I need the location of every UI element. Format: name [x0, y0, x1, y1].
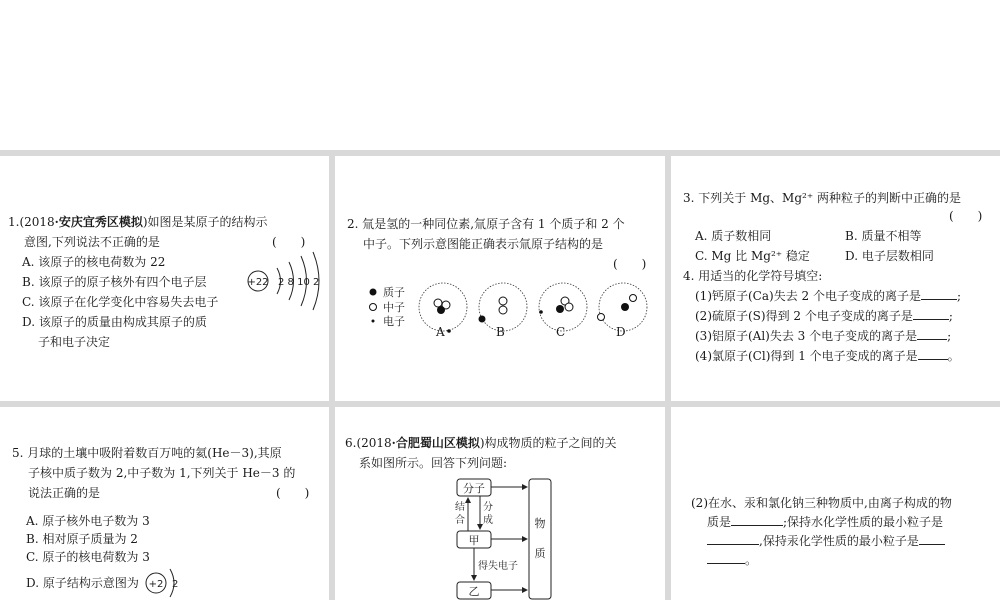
q1-shell-counts: 2 8 10 2 — [278, 277, 320, 288]
q2-label-a: A — [436, 325, 445, 339]
q4-title: 4. 用适当的化学符号填空: — [683, 269, 823, 283]
yi-label: 乙 — [468, 585, 480, 598]
q1-atom-structure-diagram — [244, 248, 326, 312]
q1-option-a: A. 该原子的核电荷数为 22 — [22, 255, 166, 269]
q5-option-b: B. 相对原子质量为 2 — [26, 532, 138, 546]
q4-item-2-blank[interactable] — [913, 306, 949, 320]
q5-option-c: C. 原子的核电荷数为 3 — [26, 550, 150, 564]
legend-proton-label: 质子 — [383, 286, 405, 299]
q6b-line1: (2)在水、汞和氯化钠三种物质中,由离子构成的物 — [691, 496, 952, 510]
q6b-water-blank[interactable] — [707, 531, 759, 545]
legend-electron-label: 电子 — [383, 315, 405, 328]
q4-item-4 — [695, 346, 960, 366]
q4-item-4-blank[interactable] — [918, 346, 948, 360]
combine-label-1: 结 — [455, 502, 465, 513]
q2-label-b: B — [496, 325, 505, 339]
q4-item-1-text: (1)钙原子(Ca)失去 2 个电子变成的离子是 — [695, 289, 921, 303]
legend-electron-marker — [372, 320, 375, 323]
q2-label-c: C — [556, 325, 566, 339]
q4-item-3 — [695, 326, 951, 346]
q1-answer-paren[interactable]: ( ) — [272, 235, 306, 249]
q5-option-a: A. 原子核外电子数为 3 — [26, 514, 150, 528]
q6-line2: 系如图所示。回答下列问题: — [359, 456, 508, 470]
q1-line1 — [8, 212, 268, 232]
q1-nucleus-label: +22 — [247, 277, 269, 288]
top-blank-area — [0, 0, 1000, 150]
q4-item-1-end: ; — [956, 289, 962, 303]
q4-item-2-text: (2)硫原子(S)得到 2 个电子变成的离子是 — [695, 309, 913, 323]
q2-line1: 2. 氚是氢的一种同位素,氚原子含有 1 个质子和 2 个 — [347, 217, 625, 231]
jia-label: 甲 — [468, 534, 480, 547]
q5-shell-count: 2 — [172, 579, 179, 590]
q5-option-d: D. 原子结构示意图为 — [26, 576, 139, 590]
q6-source: ·合肥蜀山区模拟 — [391, 436, 480, 450]
q6b-line2-prefix: 质是 — [707, 515, 732, 529]
q6-number: 6.(2018 — [345, 436, 392, 450]
molecule-label: 分子 — [463, 482, 485, 495]
q4-item-1-blank[interactable] — [921, 286, 957, 300]
q6-particle-relation-diagram — [445, 477, 565, 600]
question-6-panel — [335, 407, 665, 600]
q5-answer-paren[interactable]: ( ) — [276, 486, 310, 500]
q4-item-4-end: 。 — [947, 349, 960, 363]
q3-option-b: B. 质量不相等 — [845, 229, 922, 243]
q5-line1: 5. 月球的土壤中吸附着数百万吨的氦(He－3),其原 — [12, 446, 282, 460]
q6-line1 — [345, 433, 617, 453]
q6b-line4 — [707, 550, 757, 570]
q3-option-a: A. 质子数相同 — [695, 229, 772, 243]
q2-answer-paren[interactable]: ( ) — [613, 257, 647, 271]
q1-option-c: C. 该原子在化学变化中容易失去电子 — [22, 295, 219, 309]
q1-number: 1.(2018 — [8, 215, 55, 229]
q4-item-2-end: ; — [948, 309, 953, 323]
question-1-panel — [0, 156, 329, 401]
q5-nucleus-label: +2 — [148, 579, 164, 590]
q5-line3: 说法正确的是 — [28, 486, 101, 500]
q4-item-3-blank[interactable] — [917, 326, 947, 340]
q5-line2: 子核中质子数为 2,中子数为 1,下列关于 He－3 的 — [28, 466, 296, 480]
q6b-line4-end: 。 — [745, 553, 758, 567]
gain-lose-electrons-label: 得失电子 — [478, 561, 518, 572]
q1-option-d-cont: 子和电子决定 — [38, 335, 111, 349]
legend-proton-marker — [370, 289, 377, 296]
q2-label-d: D — [616, 325, 626, 339]
q3-answer-paren[interactable]: ( ) — [949, 209, 983, 223]
q1-option-d: D. 该原子的质量由构成其原子的质 — [22, 315, 207, 329]
q4-item-1 — [695, 286, 961, 306]
question-6-part-2-panel — [671, 407, 1000, 600]
q5-atom-structure-diagram — [142, 563, 182, 599]
q3-option-d: D. 电子层数相同 — [845, 249, 934, 263]
matter-box — [529, 479, 551, 599]
q4-item-4-text: (4)氯原子(Cl)得到 1 个电子变成的离子是 — [695, 349, 918, 363]
q6b-mercury-blank-1[interactable] — [919, 531, 945, 545]
q6b-line2 — [707, 512, 943, 532]
split-label-1: 分 — [483, 502, 493, 513]
matter-label-1: 物 — [534, 517, 546, 530]
q4-item-2 — [695, 306, 953, 326]
q6b-line3 — [707, 531, 945, 551]
q4-item-3-text: (3)铝原子(Al)失去 3 个电子变成的离子是 — [695, 329, 918, 343]
slide-grid — [0, 150, 1000, 600]
split-label-2: 成 — [483, 515, 493, 526]
question-2-panel — [335, 156, 665, 401]
q3-line1: 3. 下列关于 Mg、Mg²⁺ 两种粒子的判断中正确的是 — [683, 191, 961, 205]
question-5-panel — [0, 407, 329, 600]
matter-label-2: 质 — [534, 547, 546, 560]
legend-neutron-label: 中子 — [383, 301, 405, 314]
q6b-mercury-blank-2[interactable] — [707, 550, 745, 564]
q4-item-3-end: ; — [947, 329, 952, 343]
q3-option-c: C. Mg 比 Mg²⁺ 稳定 — [695, 249, 810, 263]
q2-line2: 中子。下列示意图能正确表示氚原子结构的是 — [363, 237, 604, 251]
q6b-line3-suffix: ,保持汞化学性质的最小粒子是 — [759, 534, 919, 548]
q1-text: )如图是某原子的结构示 — [142, 215, 268, 229]
combine-label-2: 合 — [455, 515, 465, 526]
q6-text: )构成物质的粒子之间的关 — [479, 436, 617, 450]
q1-line2: 意图,下列说法不正确的是 — [24, 235, 160, 249]
question-3-4-panel — [671, 156, 1000, 401]
legend-neutron-marker — [370, 304, 377, 311]
q1-option-b: B. 该原子的原子核外有四个电子层 — [22, 275, 207, 289]
q1-source: ·安庆宜秀区模拟 — [54, 215, 143, 229]
q6b-line2-suffix: ;保持水化学性质的最小粒子是 — [783, 515, 944, 529]
q6b-ionic-blank[interactable] — [731, 512, 783, 526]
